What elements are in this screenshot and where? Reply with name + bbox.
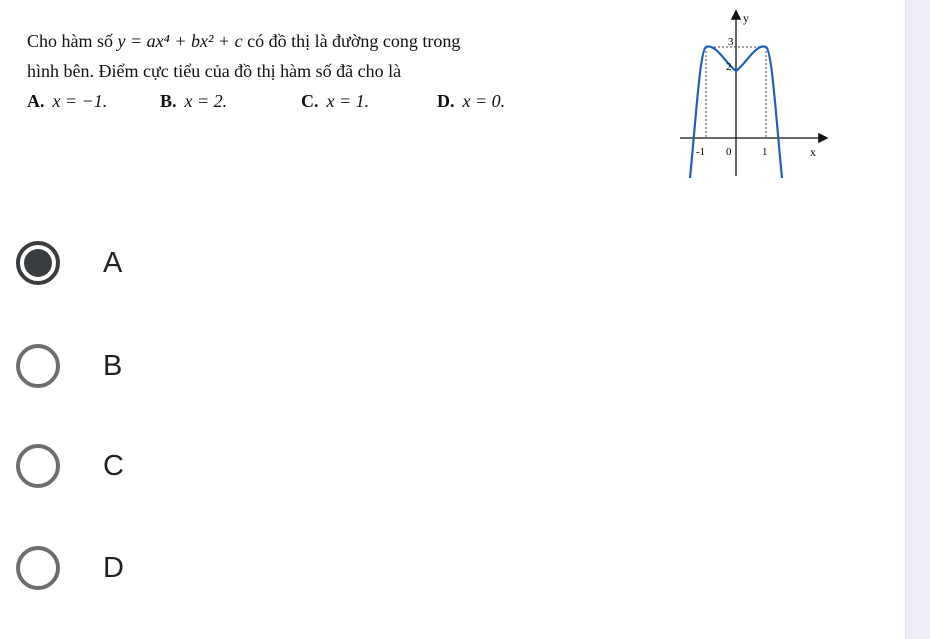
- answer-option-c[interactable]: [16, 436, 316, 496]
- question-line-1: [27, 26, 627, 56]
- question-text: [27, 26, 627, 86]
- function-graph: [676, 8, 831, 178]
- y-axis-label: y: [743, 11, 749, 25]
- radio-button-c[interactable]: [16, 444, 60, 488]
- question-text-pre: Cho hàm số: [27, 31, 118, 51]
- radio-selected-dot: [24, 249, 52, 277]
- choice-b: B. x = 2.: [160, 91, 228, 111]
- function-formula: y = ax⁴ + bx² + c: [117, 31, 243, 51]
- answer-option-b[interactable]: [16, 336, 316, 396]
- radio-button-a[interactable]: [16, 241, 60, 285]
- question-text-post: có đồ thị là đường cong trong: [242, 31, 461, 51]
- tick-label-3: 3: [728, 36, 734, 48]
- answer-label-b: B: [103, 349, 123, 382]
- choice-a: A. x = −1.: [27, 91, 108, 111]
- side-panel: [905, 0, 930, 639]
- choice-d: D. x = 0.: [437, 91, 506, 111]
- answer-label-a: A: [103, 246, 123, 279]
- tick-label-0: 0: [726, 146, 732, 158]
- x-axis-label: x: [810, 145, 816, 159]
- tick-label-2: 2: [726, 61, 732, 73]
- choice-c: C. x = 1.: [301, 91, 370, 111]
- answer-option-a[interactable]: [16, 233, 316, 293]
- tick-label-neg1: -1: [696, 146, 706, 158]
- answer-label-d: D: [103, 551, 124, 584]
- question-line-2: hình bên. Điểm cực tiểu của đồ thị hàm số đã cho là: [27, 61, 402, 81]
- answer-label-c: C: [103, 449, 124, 482]
- tick-label-1: 1: [762, 146, 768, 158]
- answer-option-d[interactable]: [16, 538, 316, 598]
- radio-button-b[interactable]: [16, 344, 60, 388]
- radio-button-d[interactable]: [16, 546, 60, 590]
